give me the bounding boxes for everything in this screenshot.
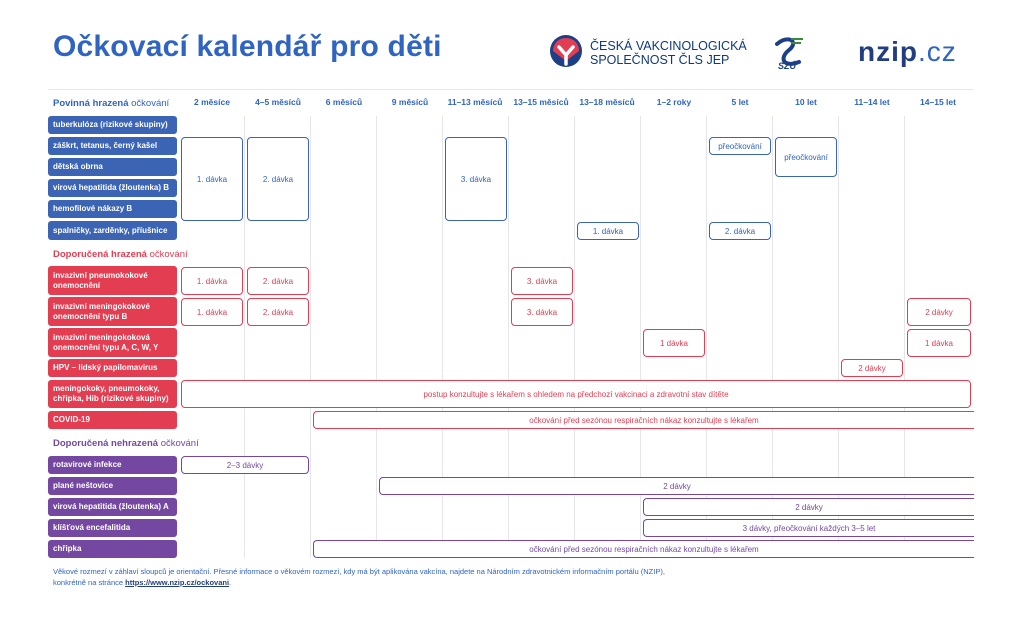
nzip-logo <box>858 36 957 68</box>
dose-covid: očkování před sezónou respiračních nákaz konzultujte s lékařem <box>313 411 974 429</box>
row-label-rizikove: meningokoky, pneumokoky, chřipka, Hib (rizikové skupiny) <box>48 380 177 408</box>
row-label-hepatitida-b: virová hepatitida (žloutenka) B <box>48 179 177 197</box>
row-label-hepatitida-a: virová hepatitida (žloutenka) A <box>48 498 177 516</box>
dose-meningokok-acwy-toddler: 1 dávka <box>643 329 705 357</box>
column-header: 10 let <box>795 97 817 107</box>
dose-klistova: 3 dávky, přeočkování každých 3–5 let <box>643 519 974 537</box>
nzip-logo-main: nzip <box>858 36 918 67</box>
dose-rizikove: postup konzultujte s lékařem s ohledem na předchozí vakcinaci a zdravotní stav dítěte <box>181 380 971 408</box>
dose-hexa-2: 2. dávka <box>247 137 309 221</box>
dose-meningokok-b-teen: 2 dávky <box>907 298 971 326</box>
row-label-spalnicky: spalničky, zarděnky, příušnice <box>48 221 177 240</box>
row-label-hemofilove: hemofilové nákazy B <box>48 200 177 218</box>
dose-hexa-1: 1. dávka <box>181 137 243 221</box>
dose-hexa-3: 3. dávka <box>445 137 507 221</box>
column-header: 11–14 let <box>854 97 890 107</box>
column-divider <box>376 116 377 558</box>
section-title-mandatory <box>53 98 169 109</box>
row-label-chripka: chřipka <box>48 540 177 558</box>
dose-nestovice: 2 dávky <box>379 477 974 495</box>
dose-meningokok-b-2: 2. dávka <box>247 298 309 326</box>
dose-meningokok-b-1: 1. dávka <box>181 298 243 326</box>
szu-logo <box>769 32 809 72</box>
dose-meningokok-b-3: 3. dávka <box>511 298 573 326</box>
section-title-strong: Povinná hrazená <box>53 98 129 109</box>
row-label-zaskrt: záškrt, tetanus, černý kašel <box>48 137 177 155</box>
dose-pneumokok-1: 1. dávka <box>181 267 243 295</box>
column-divider <box>310 116 311 558</box>
nzip-link[interactable]: https://www.nzip.cz/ockovani <box>125 578 230 587</box>
dose-zaskrt-5let: přeočkování <box>709 137 771 155</box>
dose-pneumokok-2: 2. dávka <box>247 267 309 295</box>
section-title-recommended-unpaid <box>53 438 199 449</box>
dose-mmr-1: 1. dávka <box>577 222 639 240</box>
szu-mark: SZÚ <box>778 61 796 71</box>
section-title-strong: Doporučená hrazená <box>53 249 147 260</box>
column-header: 4–5 měsíců <box>255 97 301 107</box>
column-header: 5 let <box>731 97 749 107</box>
dose-chripka: očkování před sezónou respiračních nákaz konzultujte s lékařem <box>313 540 974 558</box>
column-header: 13–15 měsíců <box>513 97 569 107</box>
row-label-hpv: HPV – lidský papilomavirus <box>48 359 177 377</box>
row-label-obrna: dětská obrna <box>48 158 177 176</box>
row-label-covid: COVID-19 <box>48 411 177 429</box>
dose-hepatitida-a: 2 dávky <box>643 498 974 516</box>
row-label-meningokok-b: invazivní meningokokové onemocnění typu B <box>48 297 177 326</box>
row-label-rotaviry: rotavirové infekce <box>48 456 177 474</box>
row-label-klistova: klíšťová encefalitida <box>48 519 177 537</box>
section-title-strong: Doporučená nehrazená <box>53 438 159 449</box>
column-header: 2 měsíce <box>194 97 230 107</box>
nzip-logo-suffix: .cz <box>918 36 957 67</box>
column-header: 14–15 let <box>920 97 956 107</box>
row-label-meningokok-acwy: invazivní meningokoková onemocnění typu A, C, W, Y <box>48 328 177 357</box>
dose-rotaviry: 2–3 dávky <box>181 456 309 474</box>
vakcinologicka-line1: ČESKÁ VAKCINOLOGICKÁ <box>590 39 747 53</box>
column-header: 11–13 měsíců <box>447 97 503 107</box>
header-rule <box>48 89 973 90</box>
dose-pneumokok-3: 3. dávka <box>511 267 573 295</box>
row-label-pneumokok: invazivní pneumokokové onemocnění <box>48 266 177 295</box>
footnote-text: Věkové rozmezí v záhlaví sloupců je orientační. Přesné informace o věkovém rozmezí, kdy má být aplikována vakcína, najdete na Národním zdravotnickém informačním portálu (NZIP), <box>53 567 665 576</box>
footnote <box>53 566 665 588</box>
vakcinologicka-logo <box>549 34 583 68</box>
footnote-end: . <box>229 578 232 587</box>
section-title-light: očkování <box>146 249 188 260</box>
section-title-light: očkování <box>158 438 199 449</box>
column-header: 9 měsíců <box>391 97 429 107</box>
dose-meningokok-acwy-teen: 1 dávka <box>907 329 971 357</box>
column-header: 6 měsíců <box>325 97 363 107</box>
row-label-tuberkuloza: tuberkulóza (rizikové skupiny) <box>48 116 177 134</box>
column-header: 1–2 roky <box>656 97 692 107</box>
row-label-nestovice: plané neštovice <box>48 477 177 495</box>
column-divider <box>244 116 245 558</box>
vakcinologicka-name <box>590 39 747 67</box>
footnote-text2: konkrétně na stránce <box>53 578 126 587</box>
vakcinologicka-line2: SPOLEČNOST ČLS JEP <box>590 53 730 67</box>
dose-mmr-2: 2. dávka <box>709 222 771 240</box>
page-title: Očkovací kalendář pro děti <box>53 30 442 63</box>
section-title-light: očkování <box>128 98 170 109</box>
dose-hpv: 2 dávky <box>841 359 903 377</box>
column-header: 13–18 měsíců <box>579 97 635 107</box>
dose-zaskrt-10let: přeočkování <box>775 137 837 177</box>
section-title-recommended-paid <box>53 249 188 260</box>
footnote-line2 <box>53 577 665 588</box>
